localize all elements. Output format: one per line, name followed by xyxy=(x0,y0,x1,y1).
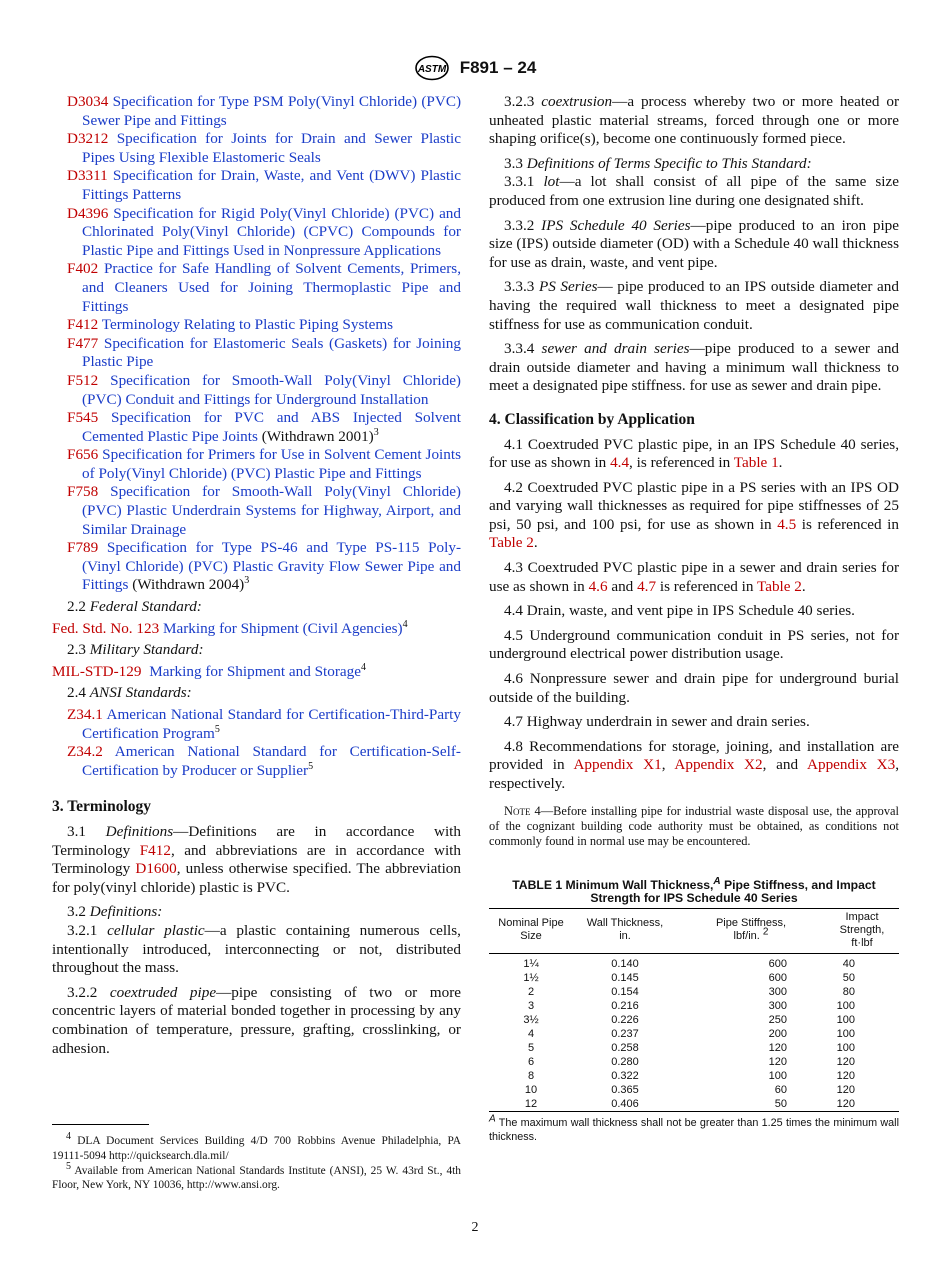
table-row xyxy=(489,1013,899,1027)
reference-item-d4396[interactable]: D4396 Specification for Rigid Poly(Vinyl Chloride) (PVC) and Chlorinated Poly(Vinyl Chloride) (CPVC) Compounds for Plastic Pipe and Fittings Used in Nonpressure Applications xyxy=(67,204,461,259)
table-cell: 100 xyxy=(836,1013,855,1026)
table-cell: 600 xyxy=(768,971,787,984)
reference-item-f402[interactable]: F402 Practice for Safe Handling of Solvent Cements, Primers, and Cleaners Used for Joining Thermoplastic Pipe and Fittings xyxy=(67,260,461,315)
link-d1600[interactable]: D1600 xyxy=(135,860,177,878)
link-table-2[interactable]: Table 2 xyxy=(489,534,534,552)
left-column xyxy=(52,93,461,1058)
table-cell: 12 xyxy=(524,1097,538,1110)
table-row xyxy=(489,1083,899,1097)
table-cell: 300 xyxy=(768,985,787,998)
table-cell: 5 xyxy=(527,1041,535,1054)
col-header-wall: Wall Thickness, in. xyxy=(586,917,664,943)
para-4-8: 4.8 Recommendations for storage, joining, and installation are provided in Appendix X1, Appendix X2, and Appendix X3, respectively. xyxy=(489,737,900,792)
table-row xyxy=(489,953,899,971)
para-4-5: 4.5 Underground communication conduit in PS series, not for underground electrical power distribution usage. xyxy=(489,626,899,663)
table-cell: 0.145 xyxy=(611,971,639,984)
table-cell: 0.365 xyxy=(611,1083,639,1096)
para-3-2-2: 3.2.2 coextruded pipe—pipe consisting of two or more concentric layers of material bonded together in processing by any combination of temperature, pressure, grafting, crosslinking, or adhesion. xyxy=(52,983,461,1057)
table-row xyxy=(489,1069,899,1083)
federal-standard-ref[interactable]: Fed. Std. No. 123 Marking for Shipment (Civil Agencies)$^4$ xyxy=(52,618,408,637)
table-cell: 120 xyxy=(836,1055,855,1068)
para-3-2-1: 3.2.1 cellular plastic—a plastic containing numerous cells, intentionally introduced, interconnecting or not, distributed throughout the mass. xyxy=(52,921,461,977)
reference-item-f477[interactable]: F477 Specification for Elastomeric Seals (Gaskets) for Joining Plastic Pipe xyxy=(67,334,461,371)
reference-item-f656[interactable]: F656 Specification for Primers for Use in Solvent Cement Joints of Poly(Vinyl Chloride) (PVC) Plastic Pipe and Fittings xyxy=(67,446,461,482)
table-cell: 6 xyxy=(527,1055,535,1068)
table-cell: 0.216 xyxy=(611,999,639,1012)
terminology-heading: 3. Terminology xyxy=(52,798,152,816)
table-cell: 120 xyxy=(836,1069,855,1082)
table-row xyxy=(489,1041,899,1055)
para-4-4: 4.4 Drain, waste, and vent pipe in IPS Schedule 40 series. xyxy=(504,602,855,620)
para-3-2-3: 3.2.3 coextrusion—a process whereby two or more heated or unheated plastic material streams, forced through one or more shaping orifice(s), become one continuously formed piece. xyxy=(489,93,900,148)
link-4-5[interactable]: 4.5 xyxy=(777,515,797,533)
table-cell: 100 xyxy=(836,1027,855,1040)
reference-item-f512[interactable]: F512 Specification for Smooth-Wall Poly(Vinyl Chloride) (PVC) Conduit and Fittings for Underground Installation xyxy=(67,371,461,408)
table-cell: 100 xyxy=(768,1069,787,1082)
para-3-2: 3.2 Definitions: xyxy=(67,903,163,921)
reference-item-d3034[interactable]: D3034 Specification for Type PSM Poly(Vinyl Chloride) (PVC) Sewer Pipe and Fittings xyxy=(67,93,462,129)
para-3-1: 3.1 Definitions—Definitions are in accordance with Terminology F412, and abbreviations are in accordance with Terminology D1600, unless otherwise specified. The abbreviation for poly(vinyl chloride) plastic is PVC. xyxy=(52,822,461,896)
table-cell: 50 xyxy=(842,971,855,984)
table-cell: 0.258 xyxy=(611,1041,639,1054)
para-4-1: 4.1 Coextruded PVC plastic pipe, in an IPS Schedule 40 series, for use as shown in 4.4, is referenced in Table 1. xyxy=(489,435,899,472)
page-header xyxy=(0,55,950,81)
link-appendix-x1[interactable]: Appendix X1 xyxy=(573,756,662,774)
para-4-6: 4.6 Nonpressure sewer and drain pipe for underground burial outside of the building. xyxy=(489,670,899,706)
para-4-2: 4.2 Coextruded PVC plastic pipe in a PS series with an IPS OD and varying wall thicknesses as required for pipe stiffnesses of 25 psi, 50 psi, and 100 psi, for use as shown in 4.5 is referenced in Table 2. xyxy=(489,478,899,552)
table-cell: 100 xyxy=(836,999,855,1012)
right-column xyxy=(489,93,899,1144)
table-cell: 2 xyxy=(527,985,535,998)
footnote-5: $^5$ Available from American National Standards Institute (ANSI), 25 W. 43rd St., 4th Floor, New York, NY 10036, http://www.ansi.org. xyxy=(52,1160,461,1192)
table-cell: 4 xyxy=(527,1027,535,1040)
link-appendix-x2[interactable]: Appendix X2 xyxy=(674,756,763,774)
svg-text:ASTM: ASTM xyxy=(417,64,446,75)
table-cell: 1½ xyxy=(523,971,539,984)
table-cell: 50 xyxy=(774,1097,787,1110)
reference-item-d3212[interactable]: D3212 Specification for Joints for Drain and Sewer Plastic Pipes Using Flexible Elastomeric Seals xyxy=(67,130,462,166)
ansi-ref-z34-2[interactable]: Z34.2 American National Standard for Certification-Self-Certification by Producer or Supplier$^5$ xyxy=(67,743,461,779)
table-cell: 1¼ xyxy=(523,957,539,970)
para-3-3-2: 3.3.2 IPS Schedule 40 Series—pipe produced to an iron pipe size (IPS) outside diameter (OD) with a Schedule 40 wall thickness for use as drain, waste, and vent pipe. xyxy=(489,216,899,271)
table-cell: 600 xyxy=(768,957,787,970)
table-row xyxy=(489,985,899,999)
col-header-size: Nominal Pipe Size xyxy=(498,917,564,943)
table-cell: 250 xyxy=(768,1013,787,1026)
military-standard-ref[interactable]: MIL-STD-129 Marking for Shipment and Storage$^4$ xyxy=(52,661,366,680)
col-header-stiffness: Pipe Stiffness, lbf/in. $^2$ xyxy=(715,917,787,943)
section-2-4: 2.4 ANSI Standards: xyxy=(67,684,192,702)
para-3-3-1: 3.3.1 lot—a lot shall consist of all pipe of the same size produced from one extrusion line during one designated shift. xyxy=(489,173,900,209)
section-2-3: 2.3 Military Standard: xyxy=(67,641,204,659)
reference-item-f545[interactable]: F545 Specification for PVC and ABS Injected Solvent Cemented Plastic Pipe Joints (Withdrawn 2001)$^3$ xyxy=(67,409,461,445)
footnotes xyxy=(52,1131,461,1193)
table-1-body xyxy=(489,953,899,1111)
link-table-2[interactable]: Table 2 xyxy=(756,577,802,595)
table-row xyxy=(489,1097,899,1112)
para-3-3: 3.3 Definitions of Terms Specific to This Standard: xyxy=(504,154,812,172)
table-cell: 40 xyxy=(842,957,855,970)
table-cell: 0.406 xyxy=(611,1097,639,1110)
table-cell: 80 xyxy=(842,985,855,998)
table-cell: 100 xyxy=(836,1041,855,1054)
link-4-4[interactable]: 4.4 xyxy=(610,454,630,472)
footnote-divider xyxy=(52,1124,149,1125)
col-header-impact: Impact Strength, ft·lbf xyxy=(839,910,885,949)
table-cell: 0.154 xyxy=(611,985,639,998)
table-cell: 0.237 xyxy=(611,1027,639,1040)
reference-item-f412[interactable]: F412 Terminology Relating to Plastic Piping Systems xyxy=(67,316,394,334)
reference-list xyxy=(52,93,461,595)
link-appendix-x3[interactable]: Appendix X3 xyxy=(807,756,896,774)
footnote-4: $^4$ DLA Document Services Building 4/D 700 Robbins Avenue Philadelphia, PA 19111-5094 http://quicksearch.dla.mil/ xyxy=(52,1131,461,1162)
para-4-7: 4.7 Highway underdrain in sewer and drain series. xyxy=(504,713,810,731)
reference-item-f758[interactable]: F758 Specification for Smooth-Wall Poly(Vinyl Chloride) (PVC) Plastic Underdrain Systems for Highway, Airport, and Similar Drainage xyxy=(67,483,461,538)
document-designation: F891 – 24 xyxy=(459,58,537,77)
table-row xyxy=(489,1055,899,1069)
table-cell: 10 xyxy=(524,1083,538,1096)
link-f412[interactable]: F412 xyxy=(139,841,171,859)
classification-heading: 4. Classification by Application xyxy=(489,410,695,428)
note-4: Note 4—Before installing pipe for industrial waste disposal use, the approval of the cognizant building code authority must be obtained, as conditions not commonly found in normal use may be encountered. xyxy=(489,803,899,848)
table-1-grid xyxy=(489,908,899,1112)
table-row xyxy=(489,1027,899,1041)
table-cell: 3 xyxy=(527,999,535,1012)
para-3-3-4: 3.3.4 sewer and drain series—pipe produced to a sewer and drain outside diameter and having a minimum wall thickness to meet a designated pipe stiffness. for use as sewer and drain pipe. xyxy=(489,340,900,395)
reference-item-d3311[interactable]: D3311 Specification for Drain, Waste, and Vent (DWV) Plastic Fittings Patterns xyxy=(67,167,461,203)
table-row xyxy=(489,971,899,985)
table-cell: 3½ xyxy=(523,1013,539,1026)
table-cell: 0.226 xyxy=(611,1013,639,1026)
ansi-ref-z34-1[interactable]: Z34.1 American National Standard for Certification-Third-Party Certification Program$^5$ xyxy=(67,706,461,742)
page-number: 2 xyxy=(471,1220,479,1235)
link-4-7[interactable]: 4.7 xyxy=(637,577,657,595)
table-cell: 120 xyxy=(768,1041,787,1054)
link-4-6[interactable]: 4.6 xyxy=(588,577,608,595)
table-header-row xyxy=(489,908,899,953)
table-1-footnote: $^A$ The maximum wall thickness shall not be greater than 1.25 times the minimum wall thickness. xyxy=(489,1113,899,1143)
table-cell: 120 xyxy=(836,1097,855,1110)
link-table-1[interactable]: Table 1 xyxy=(733,454,779,472)
table-1-title: TABLE 1 Minimum Wall Thickness,$^A$ Pipe Stiffness, and Impact Strength for IPS Schedule 40 Series xyxy=(512,875,876,905)
table-cell: 0.280 xyxy=(611,1055,639,1068)
para-3-3-3: 3.3.3 PS Series— pipe produced to an IPS outside diameter and having the required wall thickness to meet a designated pipe stiffness for use as communication conduit. xyxy=(489,278,899,333)
table-cell: 8 xyxy=(527,1069,535,1082)
section-2-2: 2.2 Federal Standard: xyxy=(67,598,202,616)
table-cell: 0.140 xyxy=(611,957,639,970)
table-cell: 200 xyxy=(768,1027,787,1040)
astm-logo-icon xyxy=(414,55,450,81)
para-4-3: 4.3 Coextruded PVC plastic pipe in a sewer and drain series for use as shown in 4.6 and 4.7 is referenced in Table 2. xyxy=(489,559,899,595)
reference-item-f789[interactable]: F789 Specification for Type PS-46 and Type PS-115 Poly-(Vinyl Chloride) (PVC) Plastic Gravity Flow Sewer Pipe and Fittings (Withdrawn 2004)$^3$ xyxy=(67,539,461,594)
table-cell: 0.322 xyxy=(611,1069,639,1082)
table-cell: 120 xyxy=(836,1083,855,1096)
table-cell: 60 xyxy=(774,1083,787,1096)
table-1 xyxy=(489,875,899,1144)
table-cell: 120 xyxy=(768,1055,787,1068)
table-cell: 300 xyxy=(768,999,787,1012)
table-row xyxy=(489,999,899,1013)
